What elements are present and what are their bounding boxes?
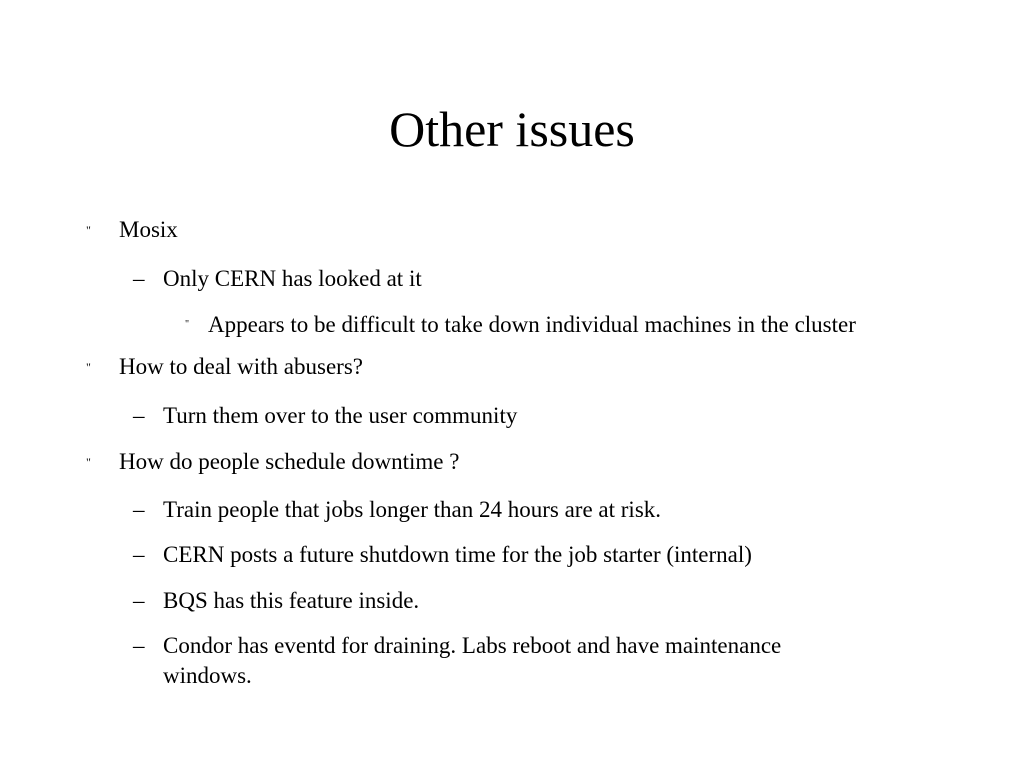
dash-marker-icon: –: [133, 633, 145, 658]
subbullet-text: CERN posts a future shutdown time for the job starter (internal): [163, 542, 752, 567]
subbullet-text: Turn them over to the user community: [163, 403, 518, 428]
dash-marker-icon: –: [133, 542, 145, 567]
dash-marker-icon: –: [133, 266, 145, 291]
subbullet-text: Condor has eventd for draining. Labs reboot and have maintenance windows.: [163, 633, 782, 688]
dash-marker-icon: –: [133, 588, 145, 613]
subsubbullet-text: Appears to be difficult to take down individual machines in the cluster: [208, 312, 856, 337]
bullet-text: How to deal with abusers?: [119, 354, 363, 379]
bullet-text: Mosix: [119, 217, 178, 242]
subbullet-text: Only CERN has looked at it: [163, 266, 422, 291]
bullet-marker-icon: ": [86, 223, 91, 237]
dash-marker-icon: –: [133, 497, 145, 522]
slide-title: Other issues: [389, 101, 635, 157]
bullet-marker-icon: ": [86, 455, 91, 469]
subbullet-text: Train people that jobs longer than 24 hours are at risk.: [163, 497, 662, 522]
bullet-marker-icon: ": [185, 319, 190, 330]
bullet-marker-icon: ": [86, 360, 91, 374]
dash-marker-icon: –: [133, 403, 145, 428]
subbullet-text: BQS has this feature inside.: [163, 588, 420, 613]
bullet-text: How do people schedule downtime ?: [119, 449, 460, 474]
